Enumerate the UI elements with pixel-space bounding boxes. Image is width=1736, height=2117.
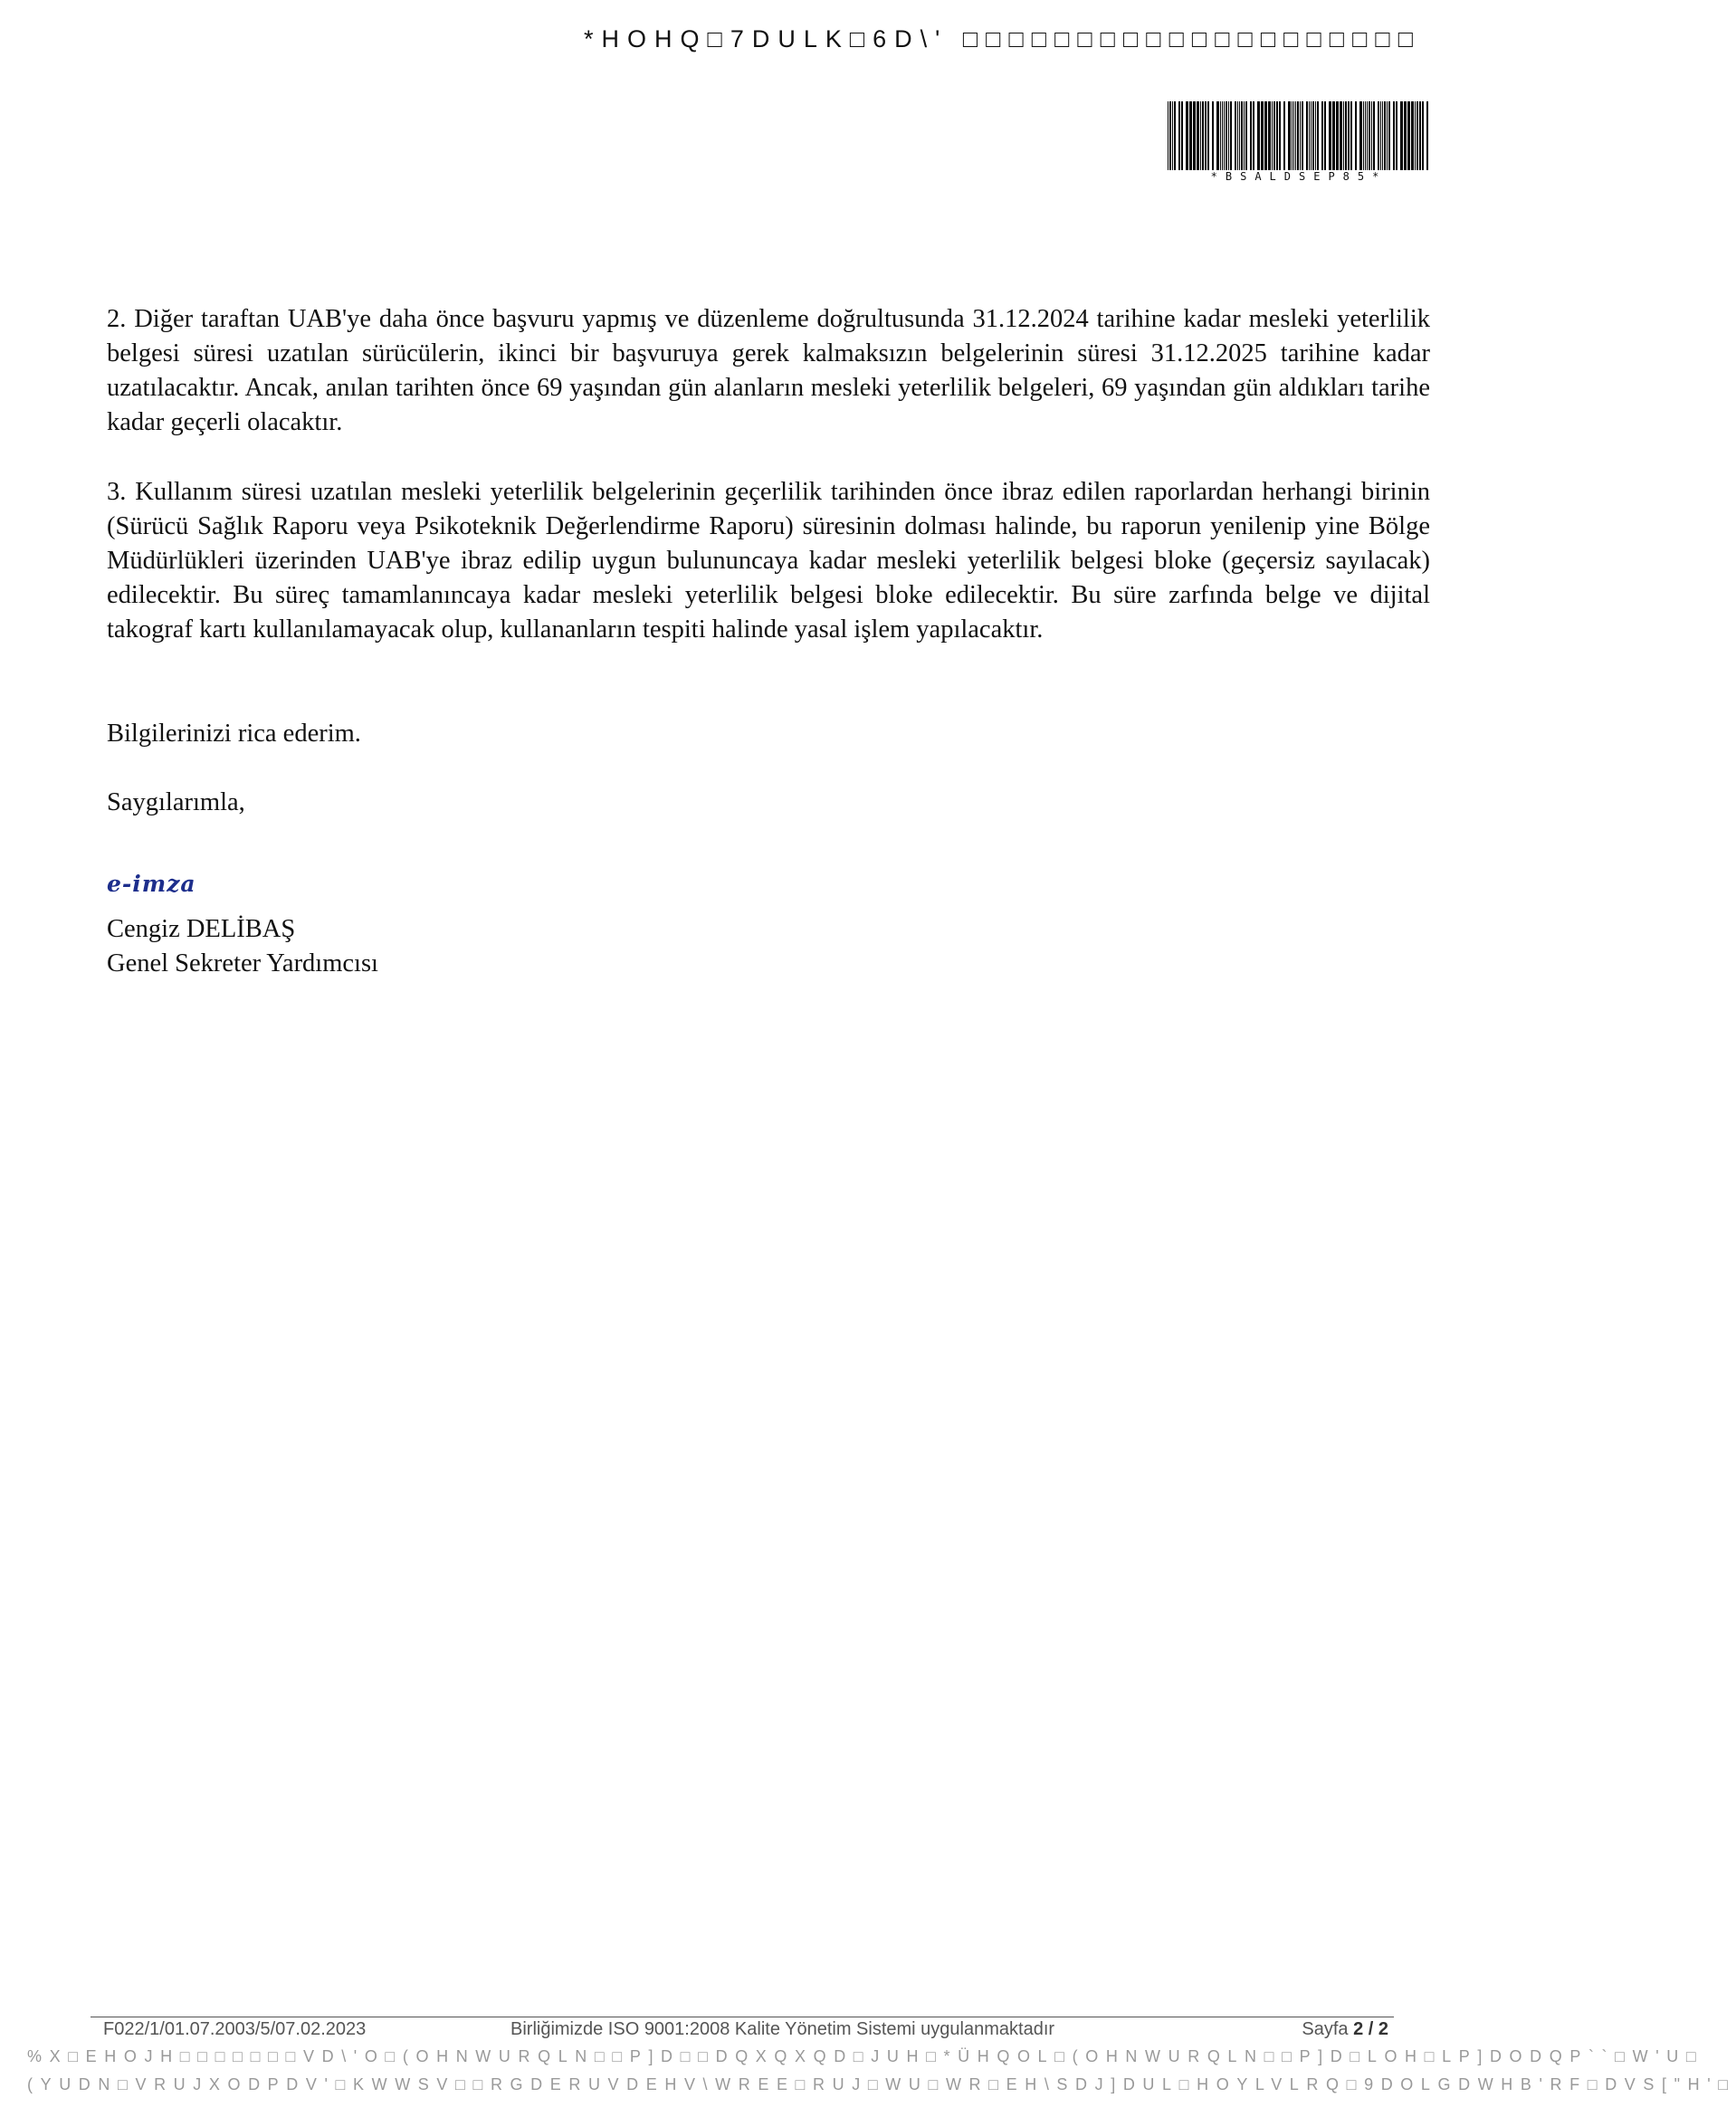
barcode-bars xyxy=(1168,101,1430,170)
barcode-text: *BSALDSEP85* xyxy=(1210,170,1388,183)
paragraph-2 xyxy=(107,302,1430,440)
closing-line: Bilgilerinizi rica ederim. xyxy=(107,720,361,748)
page-prefix: Sayfa xyxy=(1302,2019,1349,2039)
salutation: Saygılarımla, xyxy=(107,788,245,816)
header-title: *HOHQ□7DULK□6D\' □□□□□□□□□□□□□□□□□□□□ xyxy=(584,25,1421,52)
barcode xyxy=(1168,101,1430,181)
signer-name: Cengiz DELİBAŞ xyxy=(107,915,296,943)
form-code: F022/1/01.07.2003/5/07.02.2023 xyxy=(103,2019,367,2039)
page-indicator xyxy=(1302,2019,1388,2040)
verification-line-2: (YUDN□VRUJXODPDV'□KWWSV□□RGDERUVDEHV\WREE□RUJ□WU□WR□EH\SDJ]DUL□HOYLVLRQ□9DOLGDWHB'RF□DVS["H'□ xyxy=(27,2075,1736,2093)
page-number: 2 / 2 xyxy=(1353,2019,1388,2039)
signer-title: Genel Sekreter Yardımcısı xyxy=(107,949,378,977)
paragraph-2-text: 2. Diğer taraftan UAB'ye daha önce başvuru yapmış ve düzenleme doğrultusunda 31.12.2024 tarihine kadar mesleki yeterlilik belgesi süresi uzatılan sürücülerin, ikinci bir başvuruya gerek kalmaksızın belgelerinin süresi 31.12.2025 tarihine kadar uzatılacaktır. Ancak, anılan tarihten önce 69 yaşından gün alanların mesleki yeterlilik belgeleri, 69 yaşından gün aldıkları tarihe kadar geçerli olacaktır. xyxy=(107,305,1430,436)
paragraph-3-text: 3. Kullanım süresi uzatılan mesleki yeterlilik belgelerinin geçerlilik tarihinden önce ibraz edilen raporlardan herhangi birinin (Sürücü Sağlık Raporu veya Psikoteknik Değerlendirme Raporu) süresinin dolması halinde, bu raporun yenilenip yine Bölge Müdürlükleri üzerinden UAB'ye ibraz edilip uygun bulununcaya kadar mesleki yeterlilik belgesi bloke (geçersiz sayılacak) edilecektir. Bu süreç tamamlanıncaya kadar mesleki yeterlilik belgesi bloke edilecektir. Bu süre zarfında belge ve dijital takograf kartı kullanılamayacak olup, kullananların tespiti halinde yasal işlem yapılacaktır. xyxy=(107,478,1430,644)
iso-note: Birliğimizde ISO 9001:2008 Kalite Yönetim Sistemi uygulanmaktadır xyxy=(510,2019,1055,2039)
e-signature-mark: e-imza xyxy=(107,871,196,897)
verification-line-1: %X□EHOJH□□□□□□□VD\'O□(OHNWURQLN□□P]D□□DQXQXQD□JUH□*ÜHQOL□(OHNWURQLN□□P]D□LOH□LP]DODQP``□W'U□ xyxy=(27,2047,1704,2065)
paragraph-3 xyxy=(107,475,1430,647)
footer xyxy=(91,2019,1394,2043)
